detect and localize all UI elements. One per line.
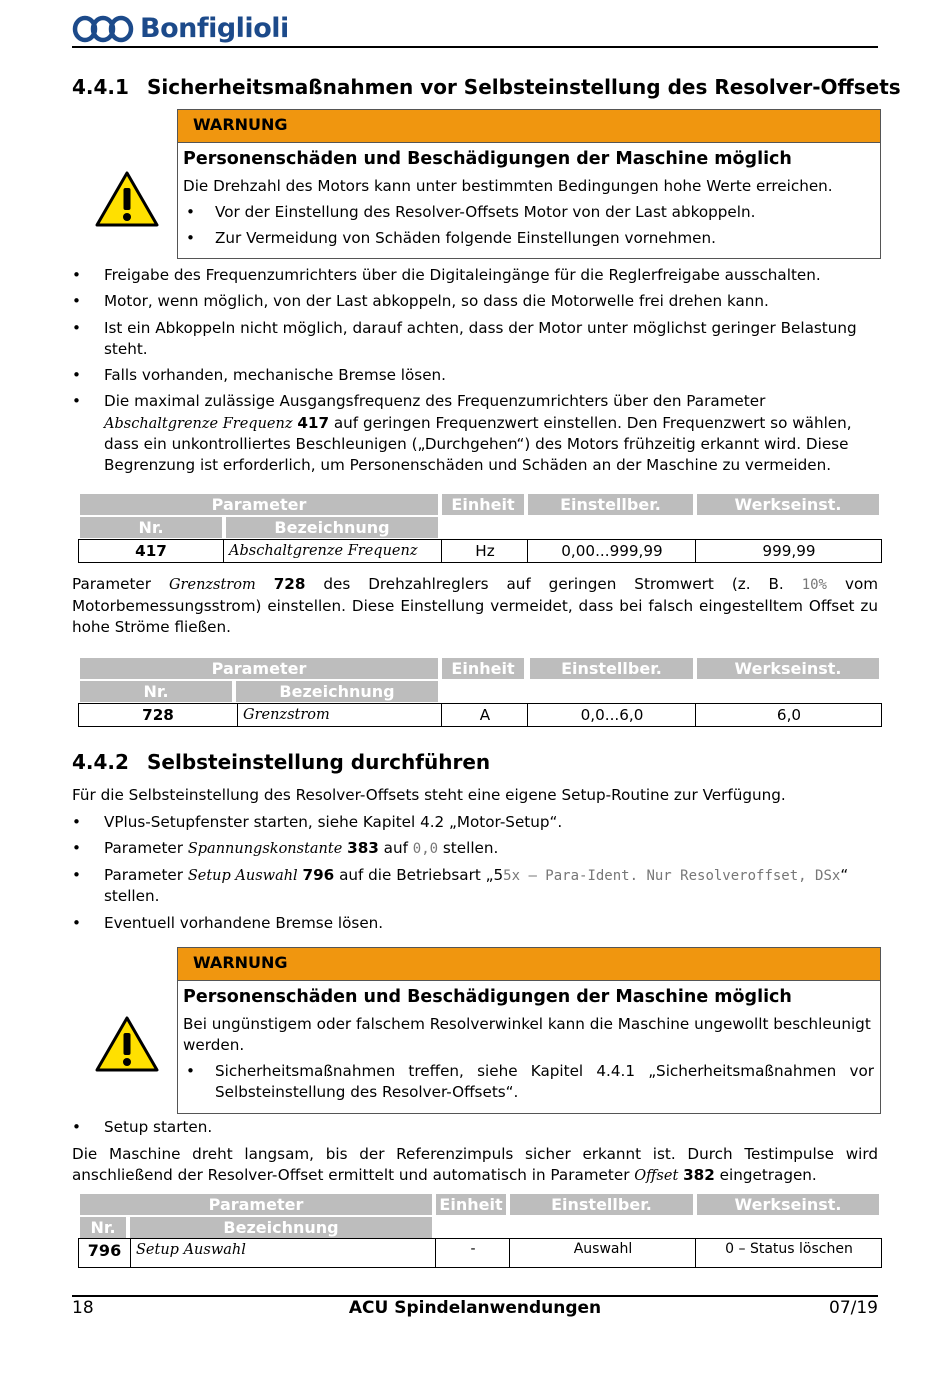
safety-list: [72, 265, 878, 482]
param-name: Spannungskonstante: [187, 841, 343, 858]
param-value: 10%: [801, 577, 827, 593]
param-name: Grenzstrom: [168, 577, 256, 593]
warning-item: • Vor der Einstellung des Resolver-Offsets Motor von der Last abkoppeln.: [183, 202, 874, 223]
warning-triangle-icon: [94, 1015, 160, 1073]
cell-default: 0 – Status löschen: [695, 1239, 882, 1267]
page-number: 18: [72, 1298, 94, 1318]
table-row: [78, 703, 882, 727]
header-parameter: Parameter: [80, 1194, 432, 1215]
list-item: [72, 391, 878, 476]
footer-title: ACU Spindelanwendungen: [348, 1298, 602, 1318]
header-range: Einstellber.: [530, 658, 693, 679]
param-value: 0,0: [412, 841, 439, 858]
header-parameter: Parameter: [80, 658, 438, 679]
param-number: 796: [302, 865, 335, 884]
list-item: • Falls vorhanden, mechanische Bremse lösen.: [72, 365, 878, 386]
warning-text: Die Drehzahl des Motors kann unter bestimmten Bedingungen hohe Werte erreichen.: [183, 176, 833, 195]
table-row: [78, 539, 882, 563]
text: Parameter: [72, 575, 152, 593]
header-nr: Nr.: [80, 681, 232, 702]
text: auf: [383, 839, 408, 858]
header-name: Bezeichnung: [226, 517, 438, 538]
warning-text: Bei ungünstigem oder falschem Resolverwinkel kann die Maschine ungewollt beschleunigt werden.: [183, 1014, 871, 1054]
header-default: Werkseinst.: [697, 1194, 879, 1215]
header-unit: Einheit: [442, 494, 524, 515]
text: Die Maschine dreht langsam, bis der Referenzimpuls sicher erkannt ist. Durch Testimpulse wird anschließend der Resolver-Offset ermittelt und automatisch in Parameter: [72, 1145, 878, 1185]
logo-mark-icon: [72, 14, 134, 44]
header-parameter: Parameter: [80, 494, 438, 515]
footer-date: 07/19: [829, 1298, 878, 1318]
cell-name: Abschaltgrenze Frequenz: [223, 540, 441, 562]
cell-range: 0,0...6,0: [527, 704, 696, 726]
header-nr: Nr.: [80, 1217, 126, 1238]
cell-unit: -: [435, 1239, 510, 1267]
list-item: • Setup starten.: [72, 1117, 878, 1138]
param-name: Setup Auswahl: [187, 867, 298, 884]
header-range: Einstellber.: [528, 494, 693, 515]
section-title: Sicherheitsmaßnahmen vor Selbsteinstellung des Resolver-Offsets: [147, 75, 901, 99]
cell-nr: 728: [142, 706, 174, 724]
paragraph-grenzstrom: [72, 574, 878, 638]
text: des Drehzahlreglers auf geringen Stromwert (z. B.: [323, 575, 784, 593]
header-nr: Nr.: [80, 517, 222, 538]
cell-range: Auswahl: [509, 1239, 696, 1267]
warning-triangle-icon: [94, 170, 160, 228]
param-name: Offset: [634, 1168, 679, 1185]
text: Parameter: [104, 865, 184, 884]
warning-box: [177, 109, 881, 259]
param-number: 383: [347, 839, 379, 858]
section-number: 4.4.1: [72, 75, 129, 99]
list-item: • Freigabe des Frequenzumrichters über die Digitaleingänge für die Reglerfreigabe ausschalten.: [72, 265, 878, 286]
header-unit: Einheit: [442, 658, 524, 679]
result-paragraph: [72, 1144, 878, 1187]
section-title: Selbsteinstellung durchführen: [147, 750, 491, 774]
text: auf geringen Frequenzwert einstellen. Den Frequenzwert so wählen, dass ein unkontrolliertes Beschleunigen („Durchgehen“) des Motors frühzeitig erkannt wird. Diese Begrenzung ist erforderlich, um Personenschäden und Schäden an der Maschine zu vermeiden.: [104, 413, 852, 475]
warning-heading: Personenschäden und Beschädigungen der Maschine möglich: [183, 987, 792, 1007]
header-rule: [72, 46, 878, 48]
warning-label: WARNUNG: [178, 948, 880, 981]
warning-heading: Personenschäden und Beschädigungen der Maschine möglich: [183, 149, 792, 169]
header-default: Werkseinst.: [697, 658, 879, 679]
text: stellen.: [442, 839, 499, 858]
text: “ stellen.: [104, 865, 849, 906]
warning-item: • Zur Vermeidung von Schäden folgende Einstellungen vornehmen.: [183, 228, 874, 249]
intro-paragraph: Für die Selbsteinstellung des Resolver-Offsets steht eine eigene Setup-Routine zur Verfügung.: [72, 786, 786, 804]
cell-nr: 417: [135, 542, 167, 560]
header-name: Bezeichnung: [130, 1217, 432, 1238]
text: vom Motorbemessungsstrom) einstellen. Diese Einstellung vermeidet, dass bei falsch eingestelltem Offset zu hohe Ströme fließen.: [72, 575, 879, 636]
cell-name: Grenzstrom: [237, 704, 441, 726]
list-item: [72, 865, 878, 908]
list-item: [72, 838, 878, 860]
warning-label: WARNUNG: [178, 110, 880, 143]
page-footer: [72, 1297, 878, 1323]
list-item: • Eventuell vorhandene Bremse lösen.: [72, 913, 878, 934]
cell-unit: Hz: [441, 540, 528, 562]
start-list: [72, 1117, 878, 1143]
cell-default: 999,99: [695, 540, 882, 562]
param-number: 382: [683, 1166, 715, 1185]
text: Die maximal zulässige Ausgangsfrequenz des Frequenzumrichters über den Parameter: [104, 392, 766, 411]
header-default: Werkseinst.: [697, 494, 879, 515]
setup-steps-list: [72, 812, 878, 939]
list-item: • Ist ein Abkoppeln nicht möglich, darauf achten, dass der Motor unter möglichst geringer Belastung steht.: [72, 318, 878, 361]
bonfiglioli-logo: [72, 11, 289, 47]
section-number: 4.4.2: [72, 750, 129, 774]
param-number: 728: [273, 575, 306, 593]
header-unit: Einheit: [436, 1194, 506, 1215]
param-number: 417: [297, 413, 330, 432]
table-row: [78, 1238, 882, 1268]
header-name: Bezeichnung: [236, 681, 438, 702]
param-value: 5x – Para-Ident. Nur Resolveroffset, DSx: [503, 867, 841, 884]
section-heading-441: [72, 73, 901, 101]
warning-box: [177, 947, 881, 1114]
logo-text: Bonfiglioli: [140, 13, 289, 45]
header-range: Einstellber.: [510, 1194, 693, 1215]
cell-range: 0,00...999,99: [527, 540, 696, 562]
cell-unit: A: [441, 704, 528, 726]
warning-item: • Sicherheitsmaßnahmen treffen, siehe Kapitel 4.4.1 „Sicherheitsmaßnahmen vor Selbsteinstellung des Resolver-Offsets“.: [183, 1061, 874, 1104]
list-item: • VPlus-Setupfenster starten, siehe Kapitel 4.2 „Motor-Setup“.: [72, 812, 878, 833]
cell-name: Setup Auswahl: [130, 1239, 435, 1267]
section-heading-442: [72, 748, 490, 776]
param-name: Abschaltgrenze Frequenz: [104, 415, 293, 432]
cell-default: 6,0: [695, 704, 882, 726]
text: Parameter: [104, 839, 184, 858]
text: auf die Betriebsart „5: [339, 865, 504, 884]
cell-nr: 796: [87, 1241, 122, 1260]
text: eingetragen.: [719, 1166, 817, 1185]
list-item: • Motor, wenn möglich, von der Last abkoppeln, so dass die Motorwelle frei drehen kann.: [72, 291, 878, 312]
